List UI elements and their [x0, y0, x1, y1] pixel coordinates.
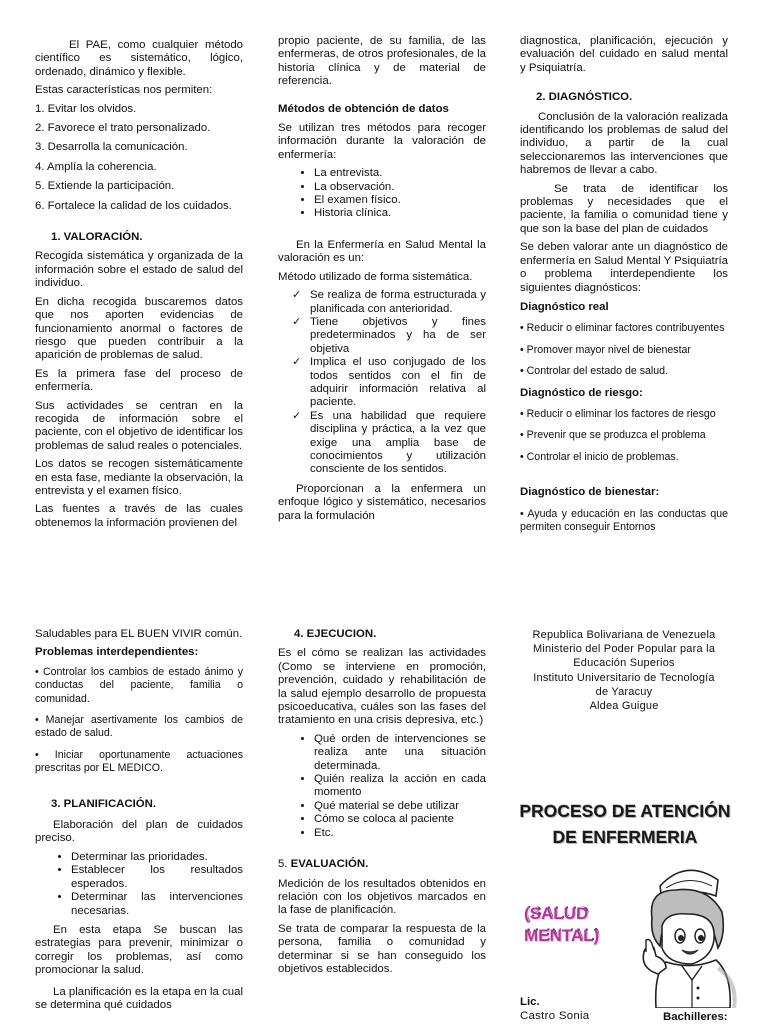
- list-item: • Historia clínica.: [314, 207, 486, 220]
- column-1: [35, 39, 243, 535]
- institution-line: de Yaracuy: [595, 685, 653, 698]
- column-4: [35, 628, 243, 1017]
- heading-evaluacion: [278, 858, 486, 871]
- paragraph: En esta etapa Se buscan las estrategias para prevenir, minimizar o corregir los problemas, así como promocionar la salud.: [35, 923, 243, 977]
- cover-subtitle: [524, 903, 602, 947]
- heading-diagnostico-riesgo: Diagnóstico de riesgo:: [520, 386, 643, 399]
- paragraph: Es el cómo se realizan las actividades (Como se interviene en promoción, prevención, cuidado y rehabilitación de la salud ejemplo desarrollo de propuesta psicoeducativa, cuáles son las fases del tratamiento en una crisis depresiva, etc.): [278, 647, 486, 727]
- paragraph: Se deben valorar ante un diagnóstico de enfermería en Salud Mental Y Psiquiatría o problema interdependiente los siguientes diagnósticos:: [520, 241, 728, 294]
- paragraph-continued: Saludables para EL BUEN VIVIR común.: [35, 628, 243, 640]
- title-line: DE ENFERMERIA: [552, 827, 698, 847]
- list-item: 1. Evitar los olvidos.: [35, 102, 137, 115]
- list-item: • Ayuda y educación en las conductas que permiten conseguir Entornos: [520, 507, 728, 533]
- subtitle-line: (SALUD: [524, 904, 589, 923]
- paragraph: En la Enfermería en Salud Mental la valoración es un:: [278, 238, 486, 265]
- institution-line: Ministerio del Poder Popular para la: [532, 643, 716, 656]
- check-item: ✓ Se realiza de forma estructurada y planificada con anterioridad.: [310, 289, 486, 316]
- students-label: Bachilleres:: [663, 1011, 728, 1023]
- list-item: • Qué material se debe utilizar: [314, 800, 486, 813]
- list-item: • Reducir o eliminar factores contribuyentes: [520, 322, 725, 335]
- list-item: • Controlar los cambios de estado ánimo y conductas del paciente, familia o comunidad.: [35, 665, 243, 705]
- numbered-list: [35, 103, 243, 213]
- check-item: ✓ Es una habilidad que requiere disciplina y práctica, a la vez que exige una amplia base de conocimientos y utilización consciente de los sentidos.: [310, 410, 486, 477]
- list-item: • Qué orden de intervenciones se realiza ante una situación determinada.: [314, 733, 486, 773]
- list-item: • Controlar del estado de salud.: [520, 365, 668, 378]
- list-item: • Prevenir que se produzca el problema: [520, 429, 706, 442]
- list-item: • Establecer los resultados esperados.: [71, 864, 243, 891]
- paragraph: En dicha recogida buscaremos datos que nos aporten evidencias de funcionamiento anormal o factores de riesgo que pueden contribuir a la aparición de problemas de salud.: [35, 295, 243, 362]
- list-item: 4. Amplía la coherencia.: [35, 160, 157, 173]
- paragraph: Se trata de comparar la respuesta de la persona, familia o comunidad y determinar si se han conseguido los objetivos establecidos.: [278, 922, 486, 975]
- list-item: • Controlar el inicio de problemas.: [520, 450, 679, 463]
- heading-text: EVALUACIÓN.: [290, 858, 369, 871]
- column-2: [278, 35, 486, 528]
- heading-ejecucion: 4. EJECUCION.: [294, 628, 377, 640]
- paragraph: La planificación es la etapa en la cual se determina qué cuidados: [35, 985, 243, 1011]
- heading-problemas: Problemas interdependientes:: [35, 646, 199, 659]
- list-item: 5. Extiende la participación.: [35, 180, 175, 193]
- plan-list: [35, 851, 243, 918]
- check-item: ✓ Tiene objetivos y fines predeterminados y ha de ser objetiva: [310, 316, 486, 356]
- paragraph: Los datos se recogen sistemáticamente en esta fase, mediante la observación, la entrevista y el examen físico.: [35, 458, 243, 497]
- list-item: • Iniciar oportunamente actuaciones prescritas por EL MEDICO.: [35, 748, 243, 775]
- nurse-illustration: [626, 856, 746, 1008]
- institution-line: Aldea Guigue: [589, 700, 659, 713]
- institution-line: Republica Bolivariana de Venezuela: [532, 629, 716, 641]
- checklist: [278, 289, 486, 477]
- execution-list: [278, 733, 486, 840]
- institution-line: Educación Superios: [573, 657, 675, 670]
- list-item: • La observación.: [314, 181, 486, 194]
- paragraph: Conclusión de la valoración realizada identificando los problemas de salud del individuo, a partir de la cual seleccionaremos las intervenciones que habremos de llevar a cabo.: [520, 110, 728, 177]
- teacher-name: Castro Sonia: [520, 1010, 590, 1022]
- methods-list: [278, 167, 486, 221]
- institution-header: [518, 628, 730, 713]
- check-item: ✓ Implica el uso conjugado de los todos sentidos con el fin de adquirir información relativa al paciente.: [310, 356, 486, 410]
- list-item: • Reducir o eliminar los factores de riesgo: [520, 407, 716, 420]
- heading-valoracion: 1. VALORACIÓN.: [51, 231, 143, 244]
- paragraph: Es la primera fase del proceso de enfermería.: [35, 367, 243, 394]
- column-3: [520, 35, 728, 539]
- list-item: 6. Fortalece la calidad de los cuidados.: [35, 199, 232, 212]
- heading-number: 5.: [278, 858, 288, 871]
- list-item: • Determinar las prioridades.: [71, 851, 243, 864]
- list-item: 3. Desarrolla la comunicación.: [35, 141, 188, 154]
- list-item: • El examen físico.: [314, 194, 486, 207]
- paragraph: Método utilizado de forma sistemática.: [278, 270, 473, 283]
- list-item: • La entrevista.: [314, 167, 486, 180]
- list-item: • Determinar las intervenciones necesarias.: [71, 891, 243, 918]
- paragraph: Elaboración del plan de cuidados preciso.: [35, 819, 243, 845]
- paragraph-intro: El PAE, como cualquier método científico es sistemático, lógico, ordenado, dinámico y flexible.: [35, 39, 243, 78]
- paragraph: Sus actividades se centran en la recogida de información sobre el paciente, con el objetivo de identificar los problemas de salud reales o potenciales.: [35, 399, 243, 452]
- heading-diagnostico: 2. DIAGNÓSTICO.: [536, 91, 633, 104]
- paragraph: Las fuentes a través de las cuales obtenemos la información provienen del: [35, 503, 243, 529]
- paragraph: Medición de los resultados obtenidos en relación con los objetivos marcados en la fase de planificación.: [278, 877, 486, 917]
- paragraph: Se utilizan tres métodos para recoger información durante la valoración de enfermería:: [278, 122, 486, 161]
- heading-planificacion: 3. PLANIFICACIÓN.: [51, 797, 157, 810]
- paragraph-continued: propio paciente, de su familia, de las enfermeras, de otros profesionales, de la historia clínica y de material de referencia.: [278, 35, 486, 88]
- heading-metodos: Métodos de obtención de datos: [278, 102, 449, 115]
- paragraph: Proporcionan a la enfermera un enfoque lógico y sistemático, necesarios para la formulación: [278, 482, 486, 522]
- paragraph-continued: diagnostica, planificación, ejecución y evaluación del cuidado en salud mental y Psiquiatría.: [520, 35, 728, 74]
- list-item: • Manejar asertivamente los cambios de estado de salud.: [35, 714, 243, 740]
- list-item: • Cómo se coloca al paciente: [314, 813, 486, 826]
- list-item: 2. Favorece el trato personalizado.: [35, 122, 211, 135]
- heading-diagnostico-real: Diagnóstico real: [520, 300, 609, 313]
- paragraph: Se trata de identificar los problemas y necesidades que el paciente, la familia o comunidad tiene y que son la base del plan de cuidados: [520, 182, 728, 235]
- heading-diagnostico-bienestar: Diagnóstico de bienestar:: [520, 486, 660, 499]
- subtitle-line: MENTAL): [524, 926, 600, 945]
- column-5: [278, 628, 486, 981]
- paragraph: Recogida sistemática y organizada de la información sobre el estado de salud del individuo.: [35, 250, 243, 290]
- title-line: PROCESO DE ATENCIÓN: [519, 801, 731, 821]
- paragraph-characteristics: Estas características nos permiten:: [35, 84, 213, 97]
- list-item: • Etc.: [314, 827, 486, 840]
- lic-label: Lic.: [520, 996, 540, 1008]
- list-item: • Promover mayor nivel de bienestar: [520, 343, 691, 356]
- institution-line: Instituto Universitario de Tecnología: [533, 671, 715, 684]
- cover-title: [512, 798, 738, 850]
- list-item: • Quién realiza la acción en cada momento: [314, 773, 486, 800]
